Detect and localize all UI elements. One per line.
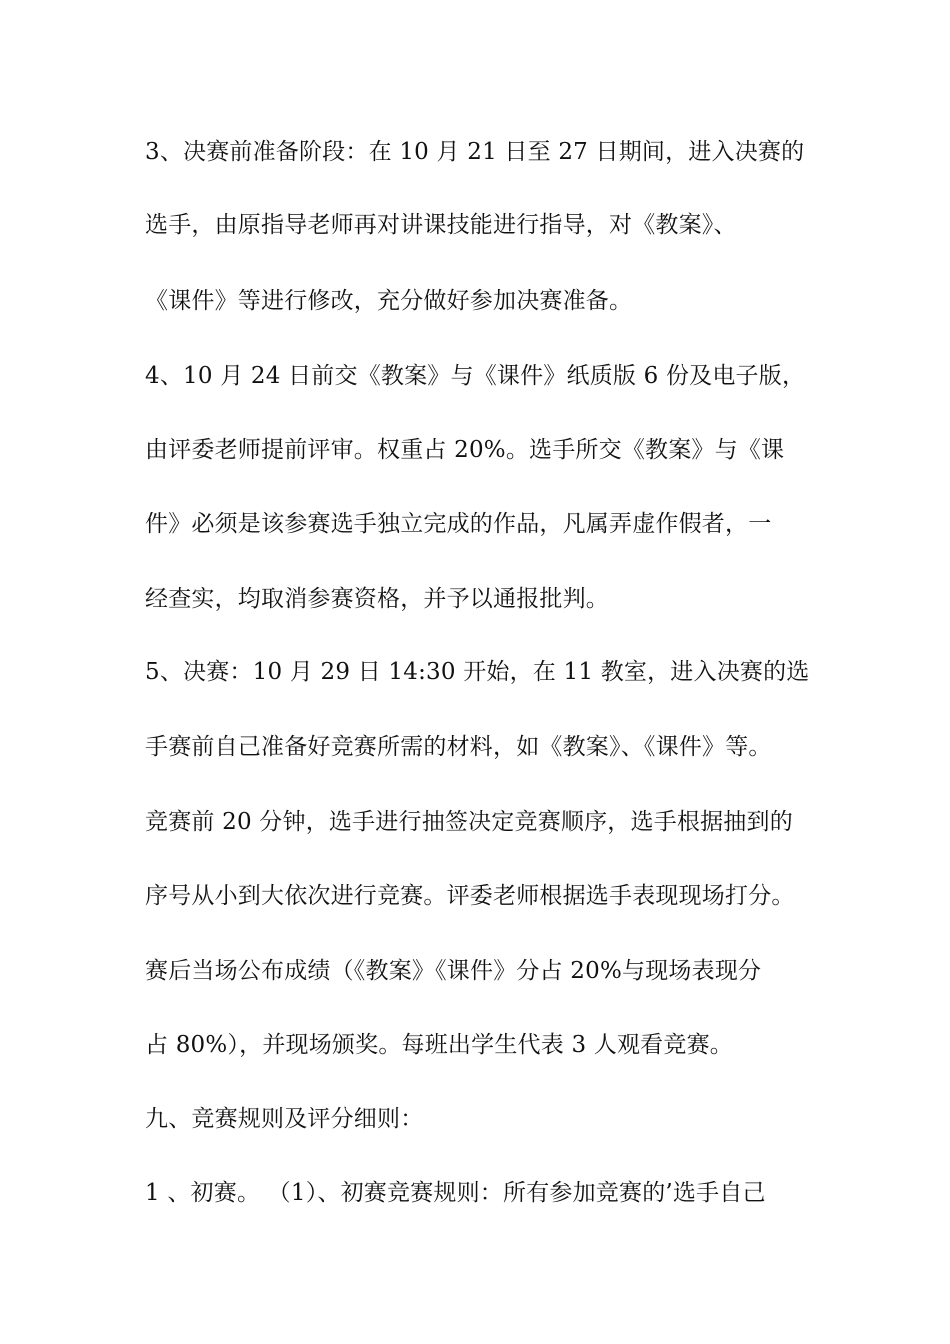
text-line-1: 3、决赛前准备阶段：在 10 月 21 日至 27 日期间，进入决赛的 (145, 139, 805, 165)
text-line-3: 《课件》等进行修改，充分做好参加决赛准备。 (145, 288, 633, 314)
section-heading: 九、竞赛规则及评分细则： (145, 1106, 424, 1132)
text-line-9: 手赛前自己准备好竞赛所需的材料，如《教案》、《课件》等。 (145, 734, 772, 760)
text-line-11: 序号从小到大依次进行竞赛。评委老师根据选手表现现场打分。 (145, 883, 795, 909)
text-line-4: 4、10 月 24 日前交《教案》与《课件》纸质版 6 份及电子版， (145, 363, 806, 389)
text-line-5: 由评委老师提前评审。权重占 20%。选手所交《教案》与《课 (145, 437, 785, 463)
text-line-8: 5、决赛：10 月 29 日 14:30 开始，在 11 教室，进入决赛的选 (145, 659, 810, 685)
text-line-7: 经查实，均取消参赛资格，并予以通报批判。 (145, 586, 609, 612)
text-line-12: 赛后当场公布成绩（《教案》《课件》分占 20%与现场表现分 (145, 958, 762, 984)
text-line-2: 选手，由原指导老师再对讲课技能进行指导，对《教案》、 (145, 212, 737, 238)
text-line-13: 占 80%），并现场颁奖。每班出学生代表 3 人观看竞赛。 (145, 1032, 733, 1058)
text-line-10: 竞赛前 20 分钟，选手进行抽签决定竞赛顺序，选手根据抽到的 (145, 809, 793, 835)
text-line-15: 1 、初赛。 （1）、初赛竞赛规则：所有参加竞赛的’选手自己 (145, 1180, 766, 1206)
text-line-6: 件》必须是该参赛选手独立完成的作品，凡属弄虚作假者，一 (145, 511, 772, 537)
